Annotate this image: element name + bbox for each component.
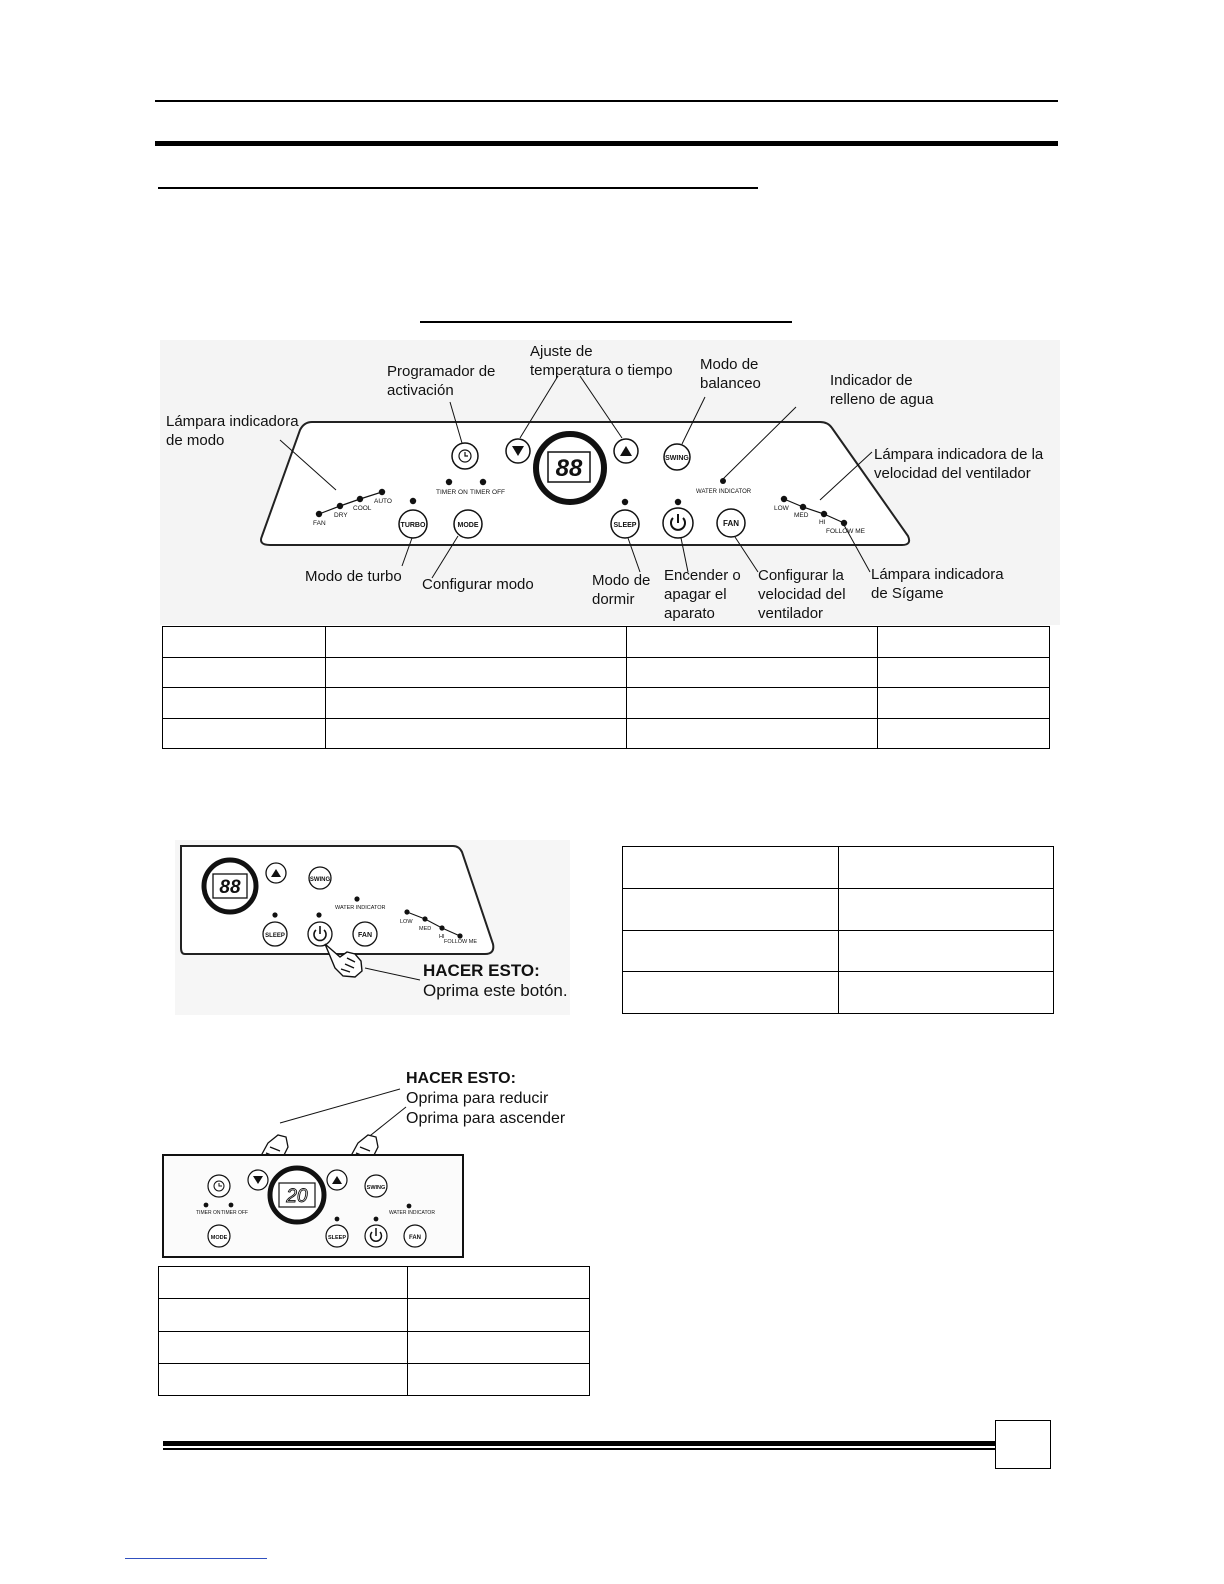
svg-text:TIMER OFF: TIMER OFF <box>470 489 506 496</box>
svg-text:AUTO: AUTO <box>374 498 392 505</box>
header-thin-rule <box>155 100 1058 102</box>
label-mode-lamp: Lámpara indicadora de modo <box>166 413 299 449</box>
svg-text:FOLLOW ME: FOLLOW ME <box>444 939 478 945</box>
svg-text:SWING: SWING <box>366 1185 386 1191</box>
svg-text:FAN: FAN <box>358 932 372 939</box>
label-set-mode: Configurar modo <box>422 576 534 593</box>
table-row <box>623 972 1054 1014</box>
footnote-link-rule <box>125 1558 267 1559</box>
svg-text:SWING: SWING <box>665 455 689 462</box>
svg-text:WATER INDICATOR: WATER INDICATOR <box>389 1210 435 1216</box>
table-row <box>159 1331 590 1363</box>
svg-text:DRY: DRY <box>334 512 348 519</box>
table-row <box>623 888 1054 930</box>
temp-panel-diagram <box>160 1085 470 1260</box>
svg-text:TIMER ON: TIMER ON <box>436 489 468 496</box>
label-set-fan-speed: Configurar la velocidad del ventilador <box>758 567 846 622</box>
label-swing-mode: Modo de balanceo <box>700 356 761 392</box>
temp-callout: HACER ESTO: Oprima para reducir Oprima para ascender <box>406 1070 566 1127</box>
footer-thick-rule <box>163 1441 996 1446</box>
label-timer: Programador de activación <box>387 363 496 399</box>
table-row <box>623 930 1054 972</box>
svg-text:FAN: FAN <box>313 520 326 527</box>
svg-text:HI: HI <box>819 519 826 526</box>
svg-text:TIMER OFF: TIMER OFF <box>221 1210 248 1216</box>
svg-text:TIMER ON: TIMER ON <box>196 1210 221 1216</box>
svg-text:MED: MED <box>794 512 809 519</box>
svg-text:SLEEP: SLEEP <box>265 933 285 939</box>
svg-text:FOLLOW ME: FOLLOW ME <box>826 528 866 535</box>
label-fan-speed-lamp: Lámpara indicadora de la velocidad del ventilador <box>874 446 1044 482</box>
footer-thin-rule <box>163 1448 996 1450</box>
display-digits: 88 <box>555 455 583 482</box>
svg-text:TURBO: TURBO <box>400 522 426 529</box>
label-sleep-mode: Modo de dormir <box>592 572 651 608</box>
label-follow-me-lamp: Lámpara indicadora de Sígame <box>871 566 1004 602</box>
table-row <box>163 718 1050 749</box>
svg-text:20: 20 <box>286 1186 308 1207</box>
svg-text:COOL: COOL <box>353 505 372 512</box>
svg-text:FAN: FAN <box>409 1235 421 1241</box>
svg-text:MODE: MODE <box>210 1235 228 1241</box>
label-power: Encender o apagar el aparato <box>664 567 741 622</box>
svg-text:88: 88 <box>219 877 241 898</box>
section-title-underline <box>158 187 758 189</box>
svg-text:FAN: FAN <box>723 519 739 528</box>
panel-legend-table <box>162 626 1050 749</box>
power-callout: HACER ESTO: Oprima este botón. <box>423 961 568 1000</box>
table-row <box>159 1299 590 1331</box>
svg-text:HI: HI <box>439 934 445 940</box>
svg-text:LOW: LOW <box>774 505 789 512</box>
temp-steps-table <box>158 1266 590 1396</box>
table-row <box>159 1267 590 1299</box>
header-thick-rule <box>155 141 1058 146</box>
table-row <box>163 657 1050 688</box>
svg-text:SLEEP: SLEEP <box>613 522 637 529</box>
svg-text:LOW: LOW <box>400 919 413 925</box>
svg-text:WATER INDICATOR: WATER INDICATOR <box>335 905 386 911</box>
label-water-indicator: Indicador de relleno de agua <box>830 372 934 408</box>
figure-title-underline <box>420 321 792 323</box>
svg-text:WATER INDICATOR: WATER INDICATOR <box>696 489 752 495</box>
power-steps-table <box>622 846 1054 1014</box>
svg-text:MED: MED <box>419 926 432 932</box>
table-row <box>159 1363 590 1395</box>
table-row <box>163 688 1050 719</box>
page-number-box <box>995 1420 1051 1469</box>
svg-text:SWING: SWING <box>309 877 331 883</box>
svg-text:SLEEP: SLEEP <box>327 1235 347 1241</box>
table-row <box>163 627 1050 658</box>
label-turbo-mode: Modo de turbo <box>305 568 402 585</box>
svg-text:MODE: MODE <box>457 522 479 529</box>
label-temp-adjust: Ajuste de temperatura o tiempo <box>530 343 673 379</box>
table-row <box>623 847 1054 889</box>
